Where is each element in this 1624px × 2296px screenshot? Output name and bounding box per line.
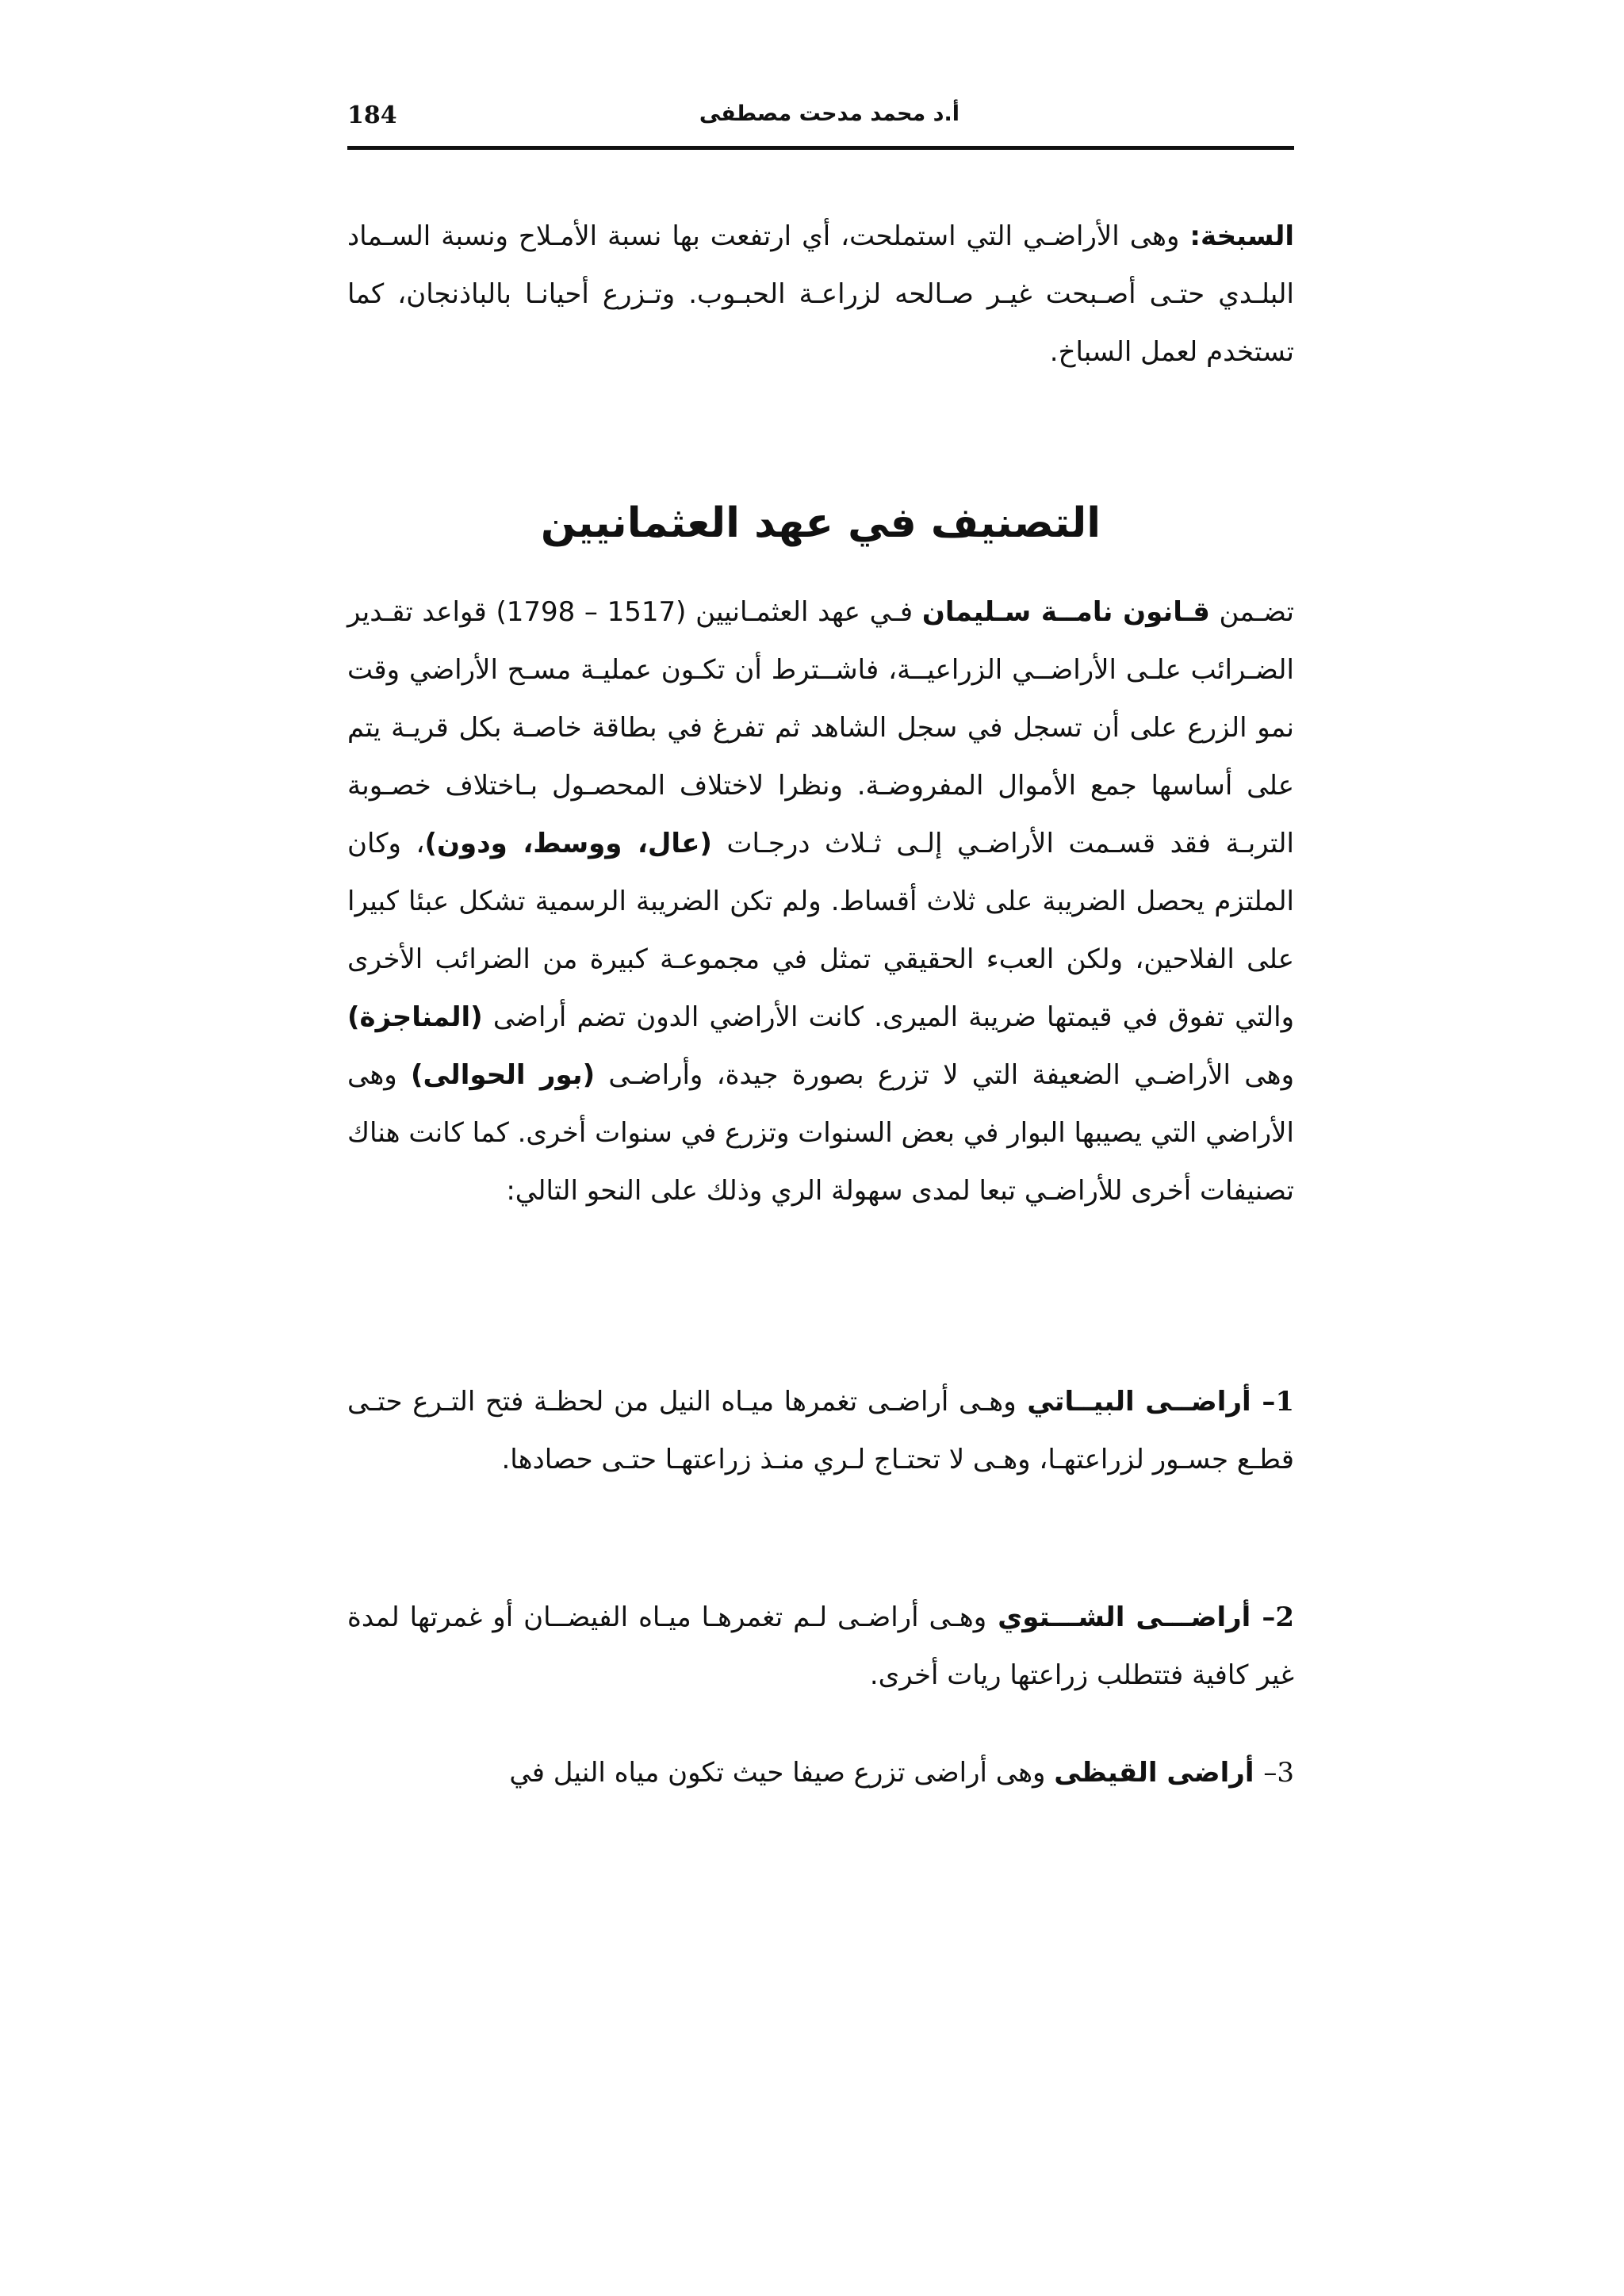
list-item-text: وهى أراضى تزرع صيفا حيث تكون مياه النيل في (509, 1757, 1055, 1789)
paragraph-text-5: وهى الأراضي التي يصيبها البوار في بعض السنوات وتزرع في سنوات أخرى. كما كانت هناك تصنيفات أخرى للأراضـي تبعا لمدى سهولة الري وذلك على النحو التالي: (347, 1059, 1294, 1207)
paragraph-text-4: وهى الأراضـي الضعيفة التي لا تزرع بصورة جيدة، وأراضـى (595, 1059, 1294, 1091)
running-header-author: أ.د محمد مدحت مصطفى (699, 101, 959, 126)
list-item (347, 1589, 1294, 1705)
intro-paragraph (347, 208, 1294, 381)
bold-term-bur: (بور الحوالى) (410, 1059, 596, 1091)
paragraph-text-2: فـي عهد العثمـانيين (1517 – 1798) قواعد تقـدير الضـرائب علـى الأراضــي الزراعيــة، فاشــترط أن تكـون عمليـة مسـح الأراضي وقت نمو الزرع على أن تسجل في سجل الشاهد ثم تفرغ في بطاقة خاصـة بكل قريـة يتم على أساسها جمع الأموال المفروضـة. ونظرا لاختلاف المحصـول بـاختلاف خصـوبة التربـة فقد قسـمت الأراضـي إلـى ثـلاث درجـات (347, 596, 1294, 859)
intro-text: وهى الأراضـي التي استملحت، أي ارتفعت بها نسبة الأمـلاح ونسبة السـماد البلـدي حتـى أصـبحت غيـر صـالحه لزراعـة الحبـوب. وتـزرع أحيانـا بالباذنجان، كما تستخدم لعمل السباخ. (347, 220, 1294, 368)
list-item-title: أراضى القيظى (1054, 1757, 1264, 1789)
section-heading: التصنيف في عهد العثمانيين (540, 499, 1101, 547)
running-header (347, 94, 1294, 150)
bold-term-law: قـانون نامــة سـليمان (921, 596, 1210, 628)
list-item-text: وهـى أراضـى لـم تغمرهـا ميـاه الفيضــان أو غمرتها لمدة غير كافية فتتطلب زراعتها ريات أخرى. (347, 1601, 1294, 1691)
page-number: 184 (347, 101, 397, 129)
list-item-number: 3– (1263, 1757, 1294, 1789)
bold-term-grades: (عال، ووسط، ودون) (424, 828, 712, 859)
list-item-title: أراضــى البيــاتي (1016, 1386, 1262, 1418)
list-item-title: أراضـــى الشـــتوي (986, 1601, 1262, 1633)
paragraph-text-3: ، وكان الملتزم يحصل الضريبة على ثلاث أقساط. ولم تكن الضريبة الرسمية تشكل عبئا كبيرا على الفلاحين، ولكن العبء الحقيقي تمثل في مجموعـة كبيرة من الضرائب الأخرى والتي تفوق في قيمتها ضريبة الميرى. كانت الأراضي الدون تضم أراضى (347, 828, 1294, 1033)
paragraph-text-1: تضـمن (1209, 596, 1294, 628)
list-item-text: وهـى أراضـى تغمرها ميـاه النيل من لحظـة فتح التـرع حتـى قطـع جسـور لزراعتهـا، وهـى لا تحتـاج لـري منـذ زراعتهـا حتـى حصادها. (347, 1386, 1294, 1475)
bold-term-manajza: (المناجزة) (347, 1001, 483, 1033)
list-item (347, 1744, 1294, 1802)
list-item (347, 1373, 1294, 1489)
section-paragraph (347, 584, 1294, 1220)
term-label: السبخة: (1189, 220, 1294, 252)
list-item-number: 2– (1262, 1601, 1294, 1633)
list-item-number: 1– (1262, 1386, 1294, 1418)
